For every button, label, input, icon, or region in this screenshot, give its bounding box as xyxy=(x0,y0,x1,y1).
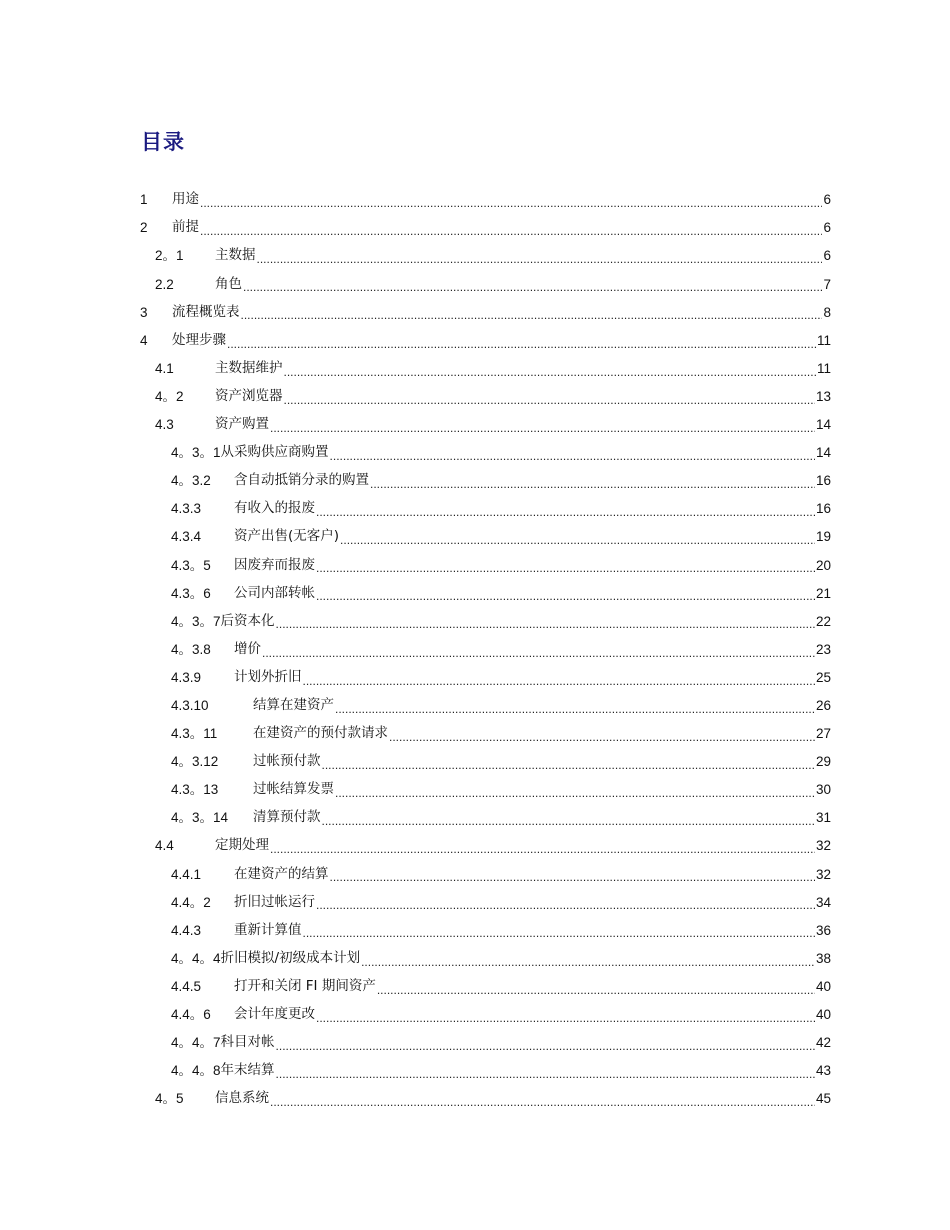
toc-entry-label: 含自动抵销分录的购置 xyxy=(234,472,369,489)
toc-entry-label: 资产购置 xyxy=(215,416,269,433)
toc-entry-number: 4.3.3 xyxy=(171,501,202,517)
toc-entry-number: 1 xyxy=(140,192,148,208)
toc-entry-number: 4 xyxy=(140,332,148,348)
toc-dot-leader xyxy=(276,1040,815,1052)
toc-dot-leader xyxy=(284,394,815,406)
toc-entry-label: 资产浏览器 xyxy=(215,387,283,404)
toc-entry[interactable] xyxy=(140,748,831,776)
toc-entry[interactable] xyxy=(140,214,831,242)
toc-entry-page-number: 26 xyxy=(815,697,831,713)
toc-entry-page-number: 36 xyxy=(815,922,831,938)
toc-entry[interactable] xyxy=(140,832,831,860)
toc-entry-page-number: 20 xyxy=(815,557,831,573)
toc-entry[interactable] xyxy=(140,1001,831,1029)
toc-entry[interactable] xyxy=(140,860,831,888)
toc-dot-leader xyxy=(303,675,815,687)
toc-entry-page-number: 13 xyxy=(815,388,831,404)
toc-entry-number: 2.2 xyxy=(155,276,174,292)
toc-entry-page-number: 6 xyxy=(823,192,831,208)
toc-entry-number: 4.4。6 xyxy=(171,1007,211,1023)
toc-entry-page-number: 31 xyxy=(815,810,831,826)
toc-entry-number: 4.3.10 xyxy=(171,697,209,713)
toc-dot-leader xyxy=(335,787,815,799)
toc-title: 目录 xyxy=(141,130,185,154)
toc-entry-page-number: 16 xyxy=(815,473,831,489)
toc-dot-leader xyxy=(389,731,815,743)
toc-entry-page-number: 14 xyxy=(815,417,831,433)
toc-entry-number: 4。5 xyxy=(155,1091,184,1107)
toc-entry-label: 处理步骤 xyxy=(172,331,226,348)
toc-entry-label: 结算在建资产 xyxy=(253,696,334,713)
toc-entry[interactable] xyxy=(140,495,831,523)
toc-entry-label: 过帐预付款 xyxy=(253,753,321,770)
toc-entry-page-number: 32 xyxy=(815,866,831,882)
toc-dot-leader xyxy=(270,843,815,855)
toc-entry-page-number: 23 xyxy=(815,641,831,657)
toc-dot-leader xyxy=(322,815,815,827)
toc-entry-label: 折旧模拟/初级成本计划 xyxy=(220,949,361,966)
toc-entry-number: 2。1 xyxy=(155,248,184,264)
toc-entry-number: 4。3。7 xyxy=(171,613,221,629)
toc-entry-label: 有收入的报废 xyxy=(234,500,315,517)
toc-entry-page-number: 42 xyxy=(815,1035,831,1051)
toc-dot-leader xyxy=(335,703,815,715)
toc-entry-number: 4。4。4 xyxy=(171,950,221,966)
toc-entry-number: 4.3.4 xyxy=(171,529,202,545)
toc-entry-page-number: 40 xyxy=(815,978,831,994)
toc-entry-number: 4.4.1 xyxy=(171,866,202,882)
toc-entry-page-number: 40 xyxy=(815,1007,831,1023)
toc-entry-label: 增价 xyxy=(234,640,261,657)
toc-entry-label: 过帐结算发票 xyxy=(253,781,334,798)
toc-dot-leader xyxy=(200,225,822,237)
toc-entry-label: 资产出售(无客户) xyxy=(234,528,340,545)
toc-dot-leader xyxy=(316,899,815,911)
toc-entry-number: 4.4.3 xyxy=(171,922,202,938)
toc-entry-label: 在建资产的预付款请求 xyxy=(253,725,388,742)
toc-entry-label: 会计年度更改 xyxy=(234,1006,315,1023)
toc-entry[interactable] xyxy=(140,411,831,439)
toc-dot-leader xyxy=(316,506,815,518)
toc-entry[interactable] xyxy=(140,888,831,916)
toc-entry-label: 清算预付款 xyxy=(253,809,321,826)
toc-entry[interactable] xyxy=(140,1029,831,1057)
toc-entry-number: 4.3。6 xyxy=(171,585,211,601)
toc-dot-leader xyxy=(377,984,815,996)
toc-entry-number: 4.1 xyxy=(155,360,174,376)
toc-entry-number: 3 xyxy=(140,304,148,320)
toc-entry-page-number: 32 xyxy=(815,838,831,854)
toc-entry[interactable] xyxy=(140,776,831,804)
toc-entry-label: 角色 xyxy=(215,275,242,292)
toc-entry-page-number: 6 xyxy=(823,248,831,264)
toc-entry[interactable] xyxy=(140,607,831,635)
toc-entry[interactable] xyxy=(140,298,831,326)
toc-entry-page-number: 45 xyxy=(815,1091,831,1107)
toc-entry-number: 4。2 xyxy=(155,388,184,404)
toc-entry-label: 科目对帐 xyxy=(220,1034,275,1051)
toc-dot-leader xyxy=(361,956,815,968)
toc-entry-number: 4.3。5 xyxy=(171,557,211,573)
toc-dot-leader xyxy=(284,366,816,378)
toc-dot-leader xyxy=(276,1068,815,1080)
toc-entry-number: 4。4。8 xyxy=(171,1063,221,1079)
toc-entry[interactable] xyxy=(140,439,831,467)
toc-entry-label: 用途 xyxy=(172,191,199,208)
toc-dot-leader xyxy=(330,871,815,883)
toc-entry-label: 流程概览表 xyxy=(172,303,240,320)
toc-entry-page-number: 27 xyxy=(815,726,831,742)
toc-entry[interactable] xyxy=(140,383,831,411)
toc-entry-page-number: 6 xyxy=(823,220,831,236)
toc-entry-label: 重新计算值 xyxy=(234,921,302,938)
toc-entry-number: 4.3。13 xyxy=(171,782,219,798)
toc-entry-label: 信息系统 xyxy=(215,1090,269,1107)
toc-dot-leader xyxy=(276,618,815,630)
toc-dot-leader xyxy=(270,1096,815,1108)
toc-entry[interactable] xyxy=(140,636,831,664)
toc-entry-page-number: 11 xyxy=(816,360,831,376)
toc-entry-label: 计划外折旧 xyxy=(234,668,302,685)
toc-entry[interactable] xyxy=(140,973,831,1001)
toc-entry-number: 4。3。14 xyxy=(171,810,229,826)
toc-entry-label: 年末结算 xyxy=(220,1062,275,1079)
toc-entry-page-number: 29 xyxy=(815,754,831,770)
toc-dot-leader xyxy=(243,281,822,293)
toc-entry[interactable] xyxy=(140,916,831,944)
toc-entry-label: 因废弃而报废 xyxy=(234,556,315,573)
toc-entry-page-number: 43 xyxy=(815,1063,831,1079)
toc-entry-page-number: 16 xyxy=(815,501,831,517)
toc-entry-number: 4.4.5 xyxy=(171,978,202,994)
toc-entry-page-number: 21 xyxy=(815,585,831,601)
toc-entry-label: 折旧过帐运行 xyxy=(234,893,315,910)
toc-entry-label: 主数据维护 xyxy=(215,359,283,376)
toc-entry-page-number: 8 xyxy=(823,304,831,320)
toc-entry-page-number: 7 xyxy=(823,276,831,292)
toc-entry-label: 前提 xyxy=(172,219,199,236)
toc-entry-page-number: 14 xyxy=(815,445,831,461)
toc-entry-page-number: 34 xyxy=(815,894,831,910)
toc-entry[interactable] xyxy=(140,467,831,495)
toc-entry[interactable] xyxy=(140,579,831,607)
toc-entry-number: 4。3.12 xyxy=(171,754,219,770)
toc-entry[interactable] xyxy=(140,551,831,579)
toc-entry-number: 4.3。11 xyxy=(171,726,218,742)
toc-entry-number: 4.3 xyxy=(155,417,174,433)
toc-entry-page-number: 19 xyxy=(815,529,831,545)
toc-dot-leader xyxy=(340,534,815,546)
toc-entry-label: 从采购供应商购置 xyxy=(220,444,329,461)
toc-entry[interactable] xyxy=(140,523,831,551)
toc-entry[interactable] xyxy=(140,355,831,383)
toc-entry-number: 4。3。1 xyxy=(171,445,221,461)
toc-entry[interactable] xyxy=(140,804,831,832)
toc-dot-leader xyxy=(316,562,815,574)
table-of-contents xyxy=(140,186,831,1113)
toc-entry-page-number: 11 xyxy=(816,332,831,348)
toc-entry-page-number: 22 xyxy=(815,613,831,629)
toc-entry[interactable] xyxy=(140,326,831,354)
toc-entry-page-number: 30 xyxy=(815,782,831,798)
toc-entry[interactable] xyxy=(140,186,831,214)
toc-dot-leader xyxy=(241,309,823,321)
toc-entry-number: 4.4 xyxy=(155,838,174,854)
toc-dot-leader xyxy=(262,647,815,659)
toc-entry-number: 4.3.9 xyxy=(171,669,202,685)
toc-entry-label: 主数据 xyxy=(215,247,256,264)
toc-dot-leader xyxy=(330,450,815,462)
toc-entry-number: 4.4。2 xyxy=(171,894,211,910)
toc-entry[interactable] xyxy=(140,242,831,270)
toc-dot-leader xyxy=(370,478,815,490)
toc-dot-leader xyxy=(227,338,816,350)
toc-dot-leader xyxy=(270,422,815,434)
toc-entry-number: 4。3.2 xyxy=(171,473,211,489)
toc-entry-number: 2 xyxy=(140,220,148,236)
toc-entry-label: 定期处理 xyxy=(215,837,269,854)
toc-entry-label: 后资本化 xyxy=(220,612,275,629)
toc-dot-leader xyxy=(322,759,815,771)
toc-dot-leader xyxy=(303,927,815,939)
toc-entry-label: 在建资产的结算 xyxy=(234,865,329,882)
toc-dot-leader xyxy=(200,197,822,209)
toc-entry[interactable] xyxy=(140,1057,831,1085)
toc-entry-page-number: 38 xyxy=(815,950,831,966)
toc-entry-page-number: 25 xyxy=(815,669,831,685)
toc-entry[interactable] xyxy=(140,692,831,720)
toc-entry-label: 公司内部转帐 xyxy=(234,584,315,601)
toc-entry[interactable] xyxy=(140,270,831,298)
toc-dot-leader xyxy=(316,590,815,602)
toc-entry-label: 打开和关闭 FI 期间资产 xyxy=(234,977,376,994)
toc-entry[interactable] xyxy=(140,664,831,692)
toc-dot-leader xyxy=(257,253,823,265)
toc-entry[interactable] xyxy=(140,945,831,973)
toc-entry-number: 4。4。7 xyxy=(171,1035,221,1051)
toc-entry[interactable] xyxy=(140,720,831,748)
toc-entry[interactable] xyxy=(140,1085,831,1113)
toc-entry-number: 4。3.8 xyxy=(171,641,211,657)
toc-dot-leader xyxy=(316,1012,815,1024)
